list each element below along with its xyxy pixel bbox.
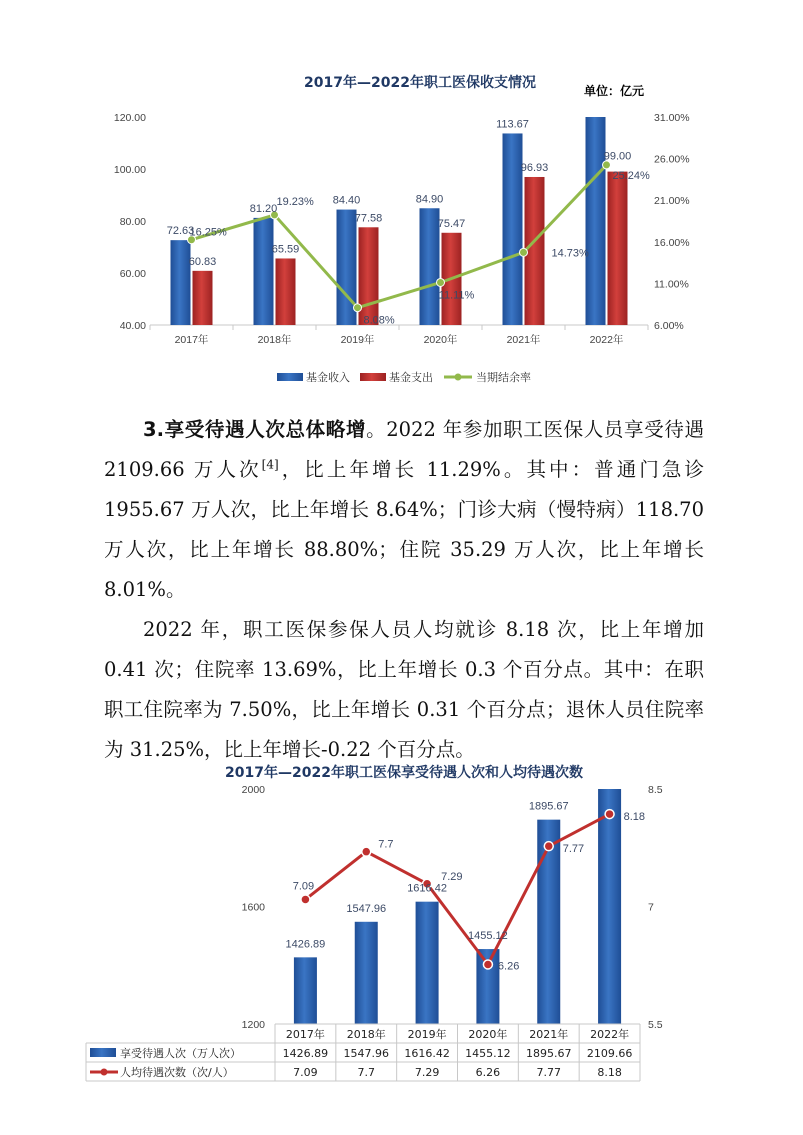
y-tick-label: 2000 xyxy=(241,784,265,796)
treatment-count-bar xyxy=(598,789,621,1024)
fund-income-expense-chart xyxy=(0,60,803,400)
legend-rate-marker xyxy=(455,374,462,381)
legend-avg-marker xyxy=(101,1069,108,1076)
expense-data-label: 75.47 xyxy=(437,217,466,230)
surplus-rate-label: 8.08% xyxy=(363,314,395,327)
surplus-rate-label: 25.24% xyxy=(612,169,650,182)
income-data-label: 113.67 xyxy=(496,118,529,131)
legend-income-label: 基金收入 xyxy=(306,371,350,384)
table-avg-cell: 7.29 xyxy=(414,1066,440,1079)
expense-data-label: 60.83 xyxy=(188,255,217,268)
surplus-rate-label: 14.73% xyxy=(551,247,589,260)
x-tick-label: 2021年 xyxy=(529,1028,569,1041)
treatment-count-bar xyxy=(294,957,317,1024)
paragraph-text: ，比上年增长 11.29%。其中：普通门急诊 1955.67 万人次，比上年增长 8.64%；门诊大病（慢特病）118.70 万人次，比上年增长 88.80%；住院 35.29 万人次，比上年增长 8.01%。 xyxy=(104,458,704,601)
legend-income-swatch xyxy=(277,373,303,381)
treatment-count-label: 1455.12 xyxy=(468,930,508,943)
expense-data-label: 99.00 xyxy=(603,150,632,163)
treatment-count-bar xyxy=(416,902,439,1024)
x-tick-label: 2019年 xyxy=(340,334,375,346)
table-avg-cell: 7.77 xyxy=(536,1066,561,1079)
avg-visits-label: 7.09 xyxy=(292,880,315,893)
chart1-title: 2017年—2022年职工医保收支情况 xyxy=(304,75,536,91)
avg-visits-label: 8.18 xyxy=(623,811,646,824)
y2-tick-label: 11.00% xyxy=(654,278,689,291)
surplus-rate-label: 19.23% xyxy=(276,195,314,208)
chart1-unit-label: 单位：亿元 xyxy=(584,84,645,98)
y2-tick-label: 31.00% xyxy=(654,112,690,124)
legend-expense-swatch xyxy=(360,373,386,381)
avg-visits-point xyxy=(605,810,614,819)
avg-visits-label: 7.77 xyxy=(562,843,585,856)
y-tick-label: 60.00 xyxy=(119,268,146,280)
income-bar xyxy=(420,208,440,325)
table-avg-cell: 6.26 xyxy=(475,1066,501,1079)
y2-tick-label: 5.5 xyxy=(648,1019,663,1031)
x-tick-label: 2021年 xyxy=(506,334,541,346)
treatment-count-label: 1895.67 xyxy=(528,800,569,813)
income-bar xyxy=(171,240,191,325)
table-avg-cell: 8.18 xyxy=(597,1066,622,1079)
expense-data-label: 65.59 xyxy=(271,243,300,256)
legend-avg-label: 人均待遇次数（次/人） xyxy=(120,1066,234,1079)
chart2-title: 2017年—2022年职工医保享受待遇人次和人均待遇次数 xyxy=(225,765,583,781)
x-tick-label: 2018年 xyxy=(346,1028,386,1041)
chart2-data-table xyxy=(86,1024,640,1081)
income-data-label: 84.90 xyxy=(415,193,444,206)
y-tick-label: 1600 xyxy=(241,901,265,914)
income-data-label: 72.63 xyxy=(166,225,195,238)
treatment-count-label: 1426.89 xyxy=(285,938,326,951)
income-data-label: 84.40 xyxy=(332,194,361,207)
avg-visits-point xyxy=(362,847,371,856)
legend-rate-label: 当期结余率 xyxy=(476,371,531,384)
y2-tick-label: 21.00% xyxy=(654,195,690,208)
x-tick-label: 2020年 xyxy=(468,1028,508,1041)
income-bar xyxy=(254,218,274,325)
income-bar xyxy=(586,117,606,325)
treatment-count-chart xyxy=(0,755,803,1095)
y-tick-label: 80.00 xyxy=(119,216,146,228)
avg-visits-point xyxy=(544,842,553,851)
x-tick-label: 2017年 xyxy=(174,334,209,346)
y-tick-label: 1200 xyxy=(241,1019,265,1031)
avg-visits-label: 6.26 xyxy=(497,960,520,973)
y2-tick-label: 7 xyxy=(648,901,654,914)
y-tick-label: 120.00 xyxy=(113,112,146,124)
body-text xyxy=(104,410,704,770)
x-tick-label: 2020年 xyxy=(423,334,458,346)
y2-tick-label: 8.5 xyxy=(648,784,663,796)
avg-visits-label: 7.7 xyxy=(378,838,394,851)
y2-tick-label: 6.00% xyxy=(654,320,684,332)
expense-bar xyxy=(608,172,628,325)
footnote-ref: [4] xyxy=(261,457,279,472)
table-count-cell: 1616.42 xyxy=(404,1047,450,1060)
avg-visits-point xyxy=(301,895,310,904)
x-tick-label: 2022年 xyxy=(589,334,624,346)
y2-tick-label: 26.00% xyxy=(654,153,690,166)
table-count-cell: 2109.66 xyxy=(586,1047,633,1060)
surplus-rate-label: 11.11% xyxy=(438,289,475,302)
expense-data-label: 96.93 xyxy=(520,161,549,174)
surplus-rate-point xyxy=(437,278,445,286)
chart1-legend xyxy=(277,370,531,384)
x-tick-label: 2019年 xyxy=(407,1028,447,1041)
table-count-cell: 1895.67 xyxy=(526,1047,572,1060)
expense-bar xyxy=(193,271,213,325)
avg-visits-point xyxy=(483,960,492,969)
y-tick-label: 40.00 xyxy=(119,320,146,332)
paragraph-visit-rate: 2022 年，职工医保参保人员人均就诊 8.18 次，比上年增加 0.41 次；住院率 13.69%，比上年增长 0.3 个百分点。其中：在职职工住院率为 7.50%，比上年增长 0.31 个百分点；退休人员住院率为 31.25%，比上年增长-0.22 个百分点。 xyxy=(104,618,704,761)
surplus-rate-point xyxy=(520,248,528,256)
x-tick-label: 2022年 xyxy=(590,1028,630,1041)
expense-bar xyxy=(276,258,296,325)
y-tick-label: 100.00 xyxy=(113,164,146,176)
avg-visits-line xyxy=(305,814,609,964)
table-count-cell: 1455.12 xyxy=(465,1047,511,1060)
x-tick-label: 2017年 xyxy=(285,1028,325,1041)
legend-expense-label: 基金支出 xyxy=(389,371,433,384)
x-tick-label: 2018年 xyxy=(257,334,292,346)
expense-data-label: 77.58 xyxy=(354,212,383,225)
table-avg-cell: 7.7 xyxy=(357,1066,375,1079)
avg-visits-label: 7.29 xyxy=(441,870,463,883)
paragraph-text: 。2022 年参加职工医保人员享受待遇 2109.66 万人次 xyxy=(104,418,704,481)
paragraph-treatment-count xyxy=(104,410,704,610)
surplus-rate-point xyxy=(354,304,362,312)
table-avg-cell: 7.09 xyxy=(293,1066,318,1079)
section-heading: 3.享受待遇人次总体略增 xyxy=(143,418,367,441)
income-data-label: 81.20 xyxy=(249,202,278,215)
treatment-count-label: 1616.42 xyxy=(407,882,447,895)
surplus-rate-label: 16.25% xyxy=(189,226,227,239)
legend-count-label: 享受待遇人次（万人次） xyxy=(120,1047,241,1060)
table-count-cell: 1426.89 xyxy=(282,1047,329,1060)
table-count-cell: 1547.96 xyxy=(343,1047,389,1060)
expense-bar xyxy=(359,227,379,325)
income-bar xyxy=(503,133,523,325)
y2-tick-label: 16.00% xyxy=(654,236,690,249)
treatment-count-bar xyxy=(355,922,378,1024)
treatment-count-label: 1547.96 xyxy=(346,902,387,915)
legend-count-swatch xyxy=(90,1048,116,1057)
